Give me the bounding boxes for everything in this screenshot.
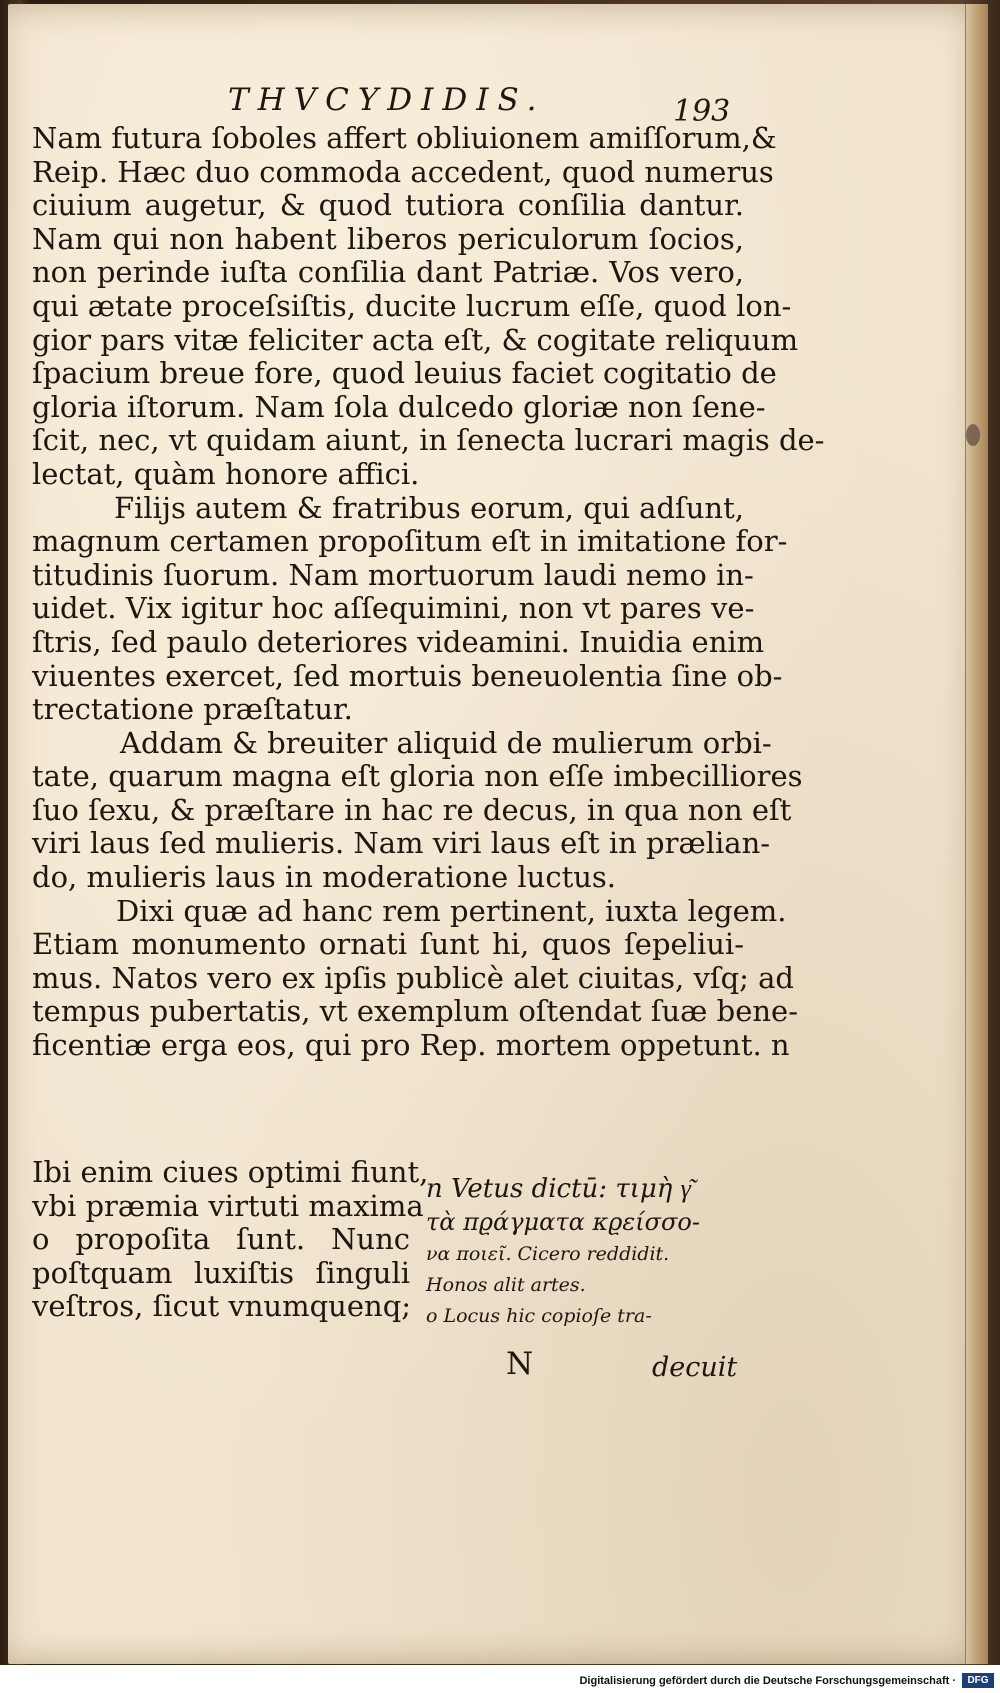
main-column <box>32 1155 429 1324</box>
text-line: tempus pubertatis, vt exemplum oſtendat ſuæ bene- <box>32 994 799 1029</box>
text-line: qui ætate proceſsiſtis, ducite lucrum eſſe, quod lon- <box>32 288 792 323</box>
text-line: ſpacium breue fore, quod leuius faciet cogitatio de <box>32 356 777 391</box>
book-page <box>8 4 988 1664</box>
text-line: Dixi quæ ad hanc rem pertinent, iuxta legem. <box>116 893 787 928</box>
text-line: mus. Natos vero ex ipſis publicè alet ciuitas, vſq; ad <box>32 960 794 995</box>
text-line: ſcit, nec, vt quidam aiunt, in ſenecta lucrari magis de- <box>32 423 825 458</box>
catchword: decuit <box>652 1352 738 1383</box>
ink-spot <box>966 424 980 446</box>
text-line: uidet. Vix igitur hoc aſſequimini, non vt pares ve- <box>32 591 755 626</box>
text-line: magnum certamen propoſitum eſt in imitatione for- <box>32 524 788 559</box>
text-line: non perinde iuſta conſilia dant Patriæ. Vos vero, <box>32 255 744 290</box>
text-line: gloria iſtorum. Nam ſola dulcedo gloriæ non ſene- <box>32 389 766 424</box>
text-line: ciuium augetur, & quod tutiora conſilia dantur. <box>32 188 744 223</box>
footer-bar <box>0 1665 1000 1693</box>
text-line: lectat, quàm honore affici. <box>32 456 420 491</box>
page-number: 193 <box>673 94 731 129</box>
text-line: Ibi enim ciues optimi fiunt, <box>32 1155 429 1189</box>
text-line: viri laus ſed mulieris. Nam viri laus eſt in prælian- <box>32 826 771 861</box>
text-line: poſtquam luxiſtis ſinguli <box>32 1255 410 1290</box>
text-line: viuentes exercet, ſed mortuis beneuolentia ſine ob- <box>32 658 783 693</box>
text-line: vbi præmia virtuti maxima <box>32 1188 424 1223</box>
text-line: o propoſita ſunt. Nunc <box>32 1222 410 1257</box>
text-line: ſuo ſexu, & præſtare in hac re decus, in qua non eſt <box>32 792 792 827</box>
text-line: Nam qui non habent liberos periculorum ſocios, <box>32 221 744 256</box>
text-line: Nam futura ſoboles affert obliuionem amiſſorum,& <box>32 121 777 155</box>
text-line: veſtros, ſicut vnumquenq; <box>32 1289 412 1324</box>
note-line: να ποιεῖ. Cicero reddidit. <box>426 1243 670 1265</box>
text-line: Reip. Hæc duo commoda accedent, quod numerus <box>32 154 774 189</box>
signature-mark: N <box>506 1346 534 1382</box>
note-line: Honos alit artes. <box>426 1274 586 1296</box>
text-line: Addam & breuiter aliquid de mulierum orbi- <box>120 725 772 760</box>
running-title: THVCYDIDIS. <box>228 82 546 118</box>
text-line: do, mulieris laus in moderatione luctus. <box>32 860 617 895</box>
footer-credit: Digitalisierung gefördert durch die Deutsche Forschungsgemeinschaft · <box>579 1675 956 1687</box>
marginal-notes <box>426 1172 744 1332</box>
page-edge <box>965 4 988 1664</box>
text-line: ficentiæ erga eos, qui pro Rep. mortem oppetunt. n <box>32 1028 790 1063</box>
dfg-logo-icon: DFG <box>962 1673 994 1688</box>
text-line: gior pars vitæ feliciter acta eſt, & cogitate reliquum <box>32 322 799 357</box>
body-text <box>32 121 825 1063</box>
note-line: n Vetus dictū: τιμὴ γ͂ <box>426 1174 691 1204</box>
text-line: Etiam monumento ornati ſunt hi, quos ſepeliui- <box>32 927 744 962</box>
text-line: tate, quarum magna eſt gloria non eſſe imbecilliores <box>32 759 803 794</box>
text-line: ſtris, ſed paulo deteriores videamini. Inuidia enim <box>32 624 765 659</box>
note-line: o Locus hic copioſe tra- <box>426 1305 652 1327</box>
text-line: Filijs autem & fratribus eorum, qui adſunt, <box>114 490 744 525</box>
note-line: τὰ πϱάγματα κϱείσσο- <box>426 1208 700 1236</box>
text-line: trectatione præſtatur. <box>32 692 353 727</box>
text-line: titudinis ſuorum. Nam mortuorum laudi nemo in- <box>32 557 754 592</box>
